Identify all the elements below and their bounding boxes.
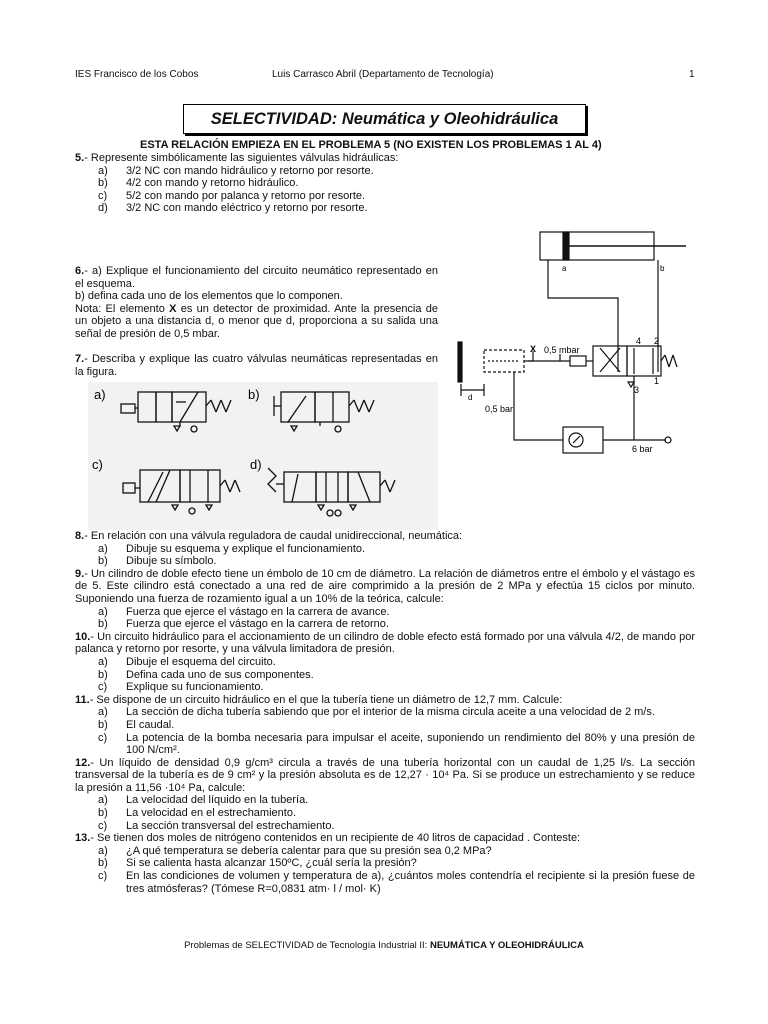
problem-text-b: b) defina cada uno de los elementos que lo componen. bbox=[75, 290, 343, 303]
problem-text: - a) Explique el funcionamiento del circuito neumático representado en el esquema. bbox=[75, 265, 438, 290]
item-text: Dibuje su símbolo. bbox=[126, 555, 217, 568]
item-letter: c) bbox=[98, 819, 108, 832]
item-letter: a) bbox=[98, 794, 108, 807]
item-letter: c) bbox=[98, 681, 108, 694]
valve-symbols-figure bbox=[88, 382, 438, 530]
problem-text: - Un circuito hidráulico para el accionamiento de un cilindro de doble efecto está formado por una válvula 4/2, de mando por palanca y retorno por resorte, y una válvula limitadora de presión. bbox=[75, 630, 695, 656]
item-text: La potencia de la bomba necesaria para impulsar el aceite, suponiendo un rendimiento del 80% y una presión de 100 N/cm². bbox=[126, 731, 695, 757]
notice: ESTA RELACIÓN EMPIEZA EN EL PROBLEMA 5 (NO EXISTEN LOS PROBLEMAS 1 AL 4) bbox=[140, 139, 602, 151]
list-item bbox=[75, 669, 695, 682]
list-item bbox=[75, 656, 695, 669]
pneumatic-circuit-figure bbox=[448, 222, 698, 457]
label-05mbar: 0,5 mbar bbox=[544, 345, 580, 355]
problem-number: 6. bbox=[75, 265, 85, 277]
item-letter: b) bbox=[98, 668, 108, 681]
item-letter: a) bbox=[98, 706, 108, 719]
item-letter: c) bbox=[98, 731, 108, 744]
port-4: 4 bbox=[636, 336, 642, 346]
list-item bbox=[75, 820, 695, 833]
list-item bbox=[75, 618, 695, 631]
item-letter: b) bbox=[98, 857, 108, 870]
list-item bbox=[75, 190, 690, 203]
item-text: 4/2 con mando y retorno hidráulico. bbox=[126, 177, 299, 190]
item-text: 3/2 NC con mando eléctrico y retorno por resorte. bbox=[126, 202, 368, 215]
label-6bar: 6 bar bbox=[632, 444, 653, 454]
item-text: La velocidad del líquido en la tubería. bbox=[126, 794, 309, 807]
item-text: La sección transversal del estrechamiento. bbox=[126, 819, 335, 832]
problem-text: - Un líquido de densidad 0,9 g/cm³ circula a través de una tubería horizontal con un caudal de 1,25 l/s. La sección transversal de la tubería es de 9 cm² y la presión absoluta es de 12,27 · 10⁴ Pa. Si se produce un estrechamiento y se reduce la presión a 11,56 ·10⁴ Pa, calcule: bbox=[75, 756, 695, 794]
item-letter: a) bbox=[98, 655, 108, 668]
problem-text: - Se dispone de un circuito hidráulico en el que la tubería tiene un diámetro de 12,7 mm. Calcule: bbox=[89, 693, 563, 706]
note-text: Nota: El elemento bbox=[75, 302, 170, 315]
valve-label-c: c) bbox=[92, 457, 103, 472]
header-school: IES Francisco de los Cobos bbox=[75, 69, 199, 80]
item-letter: b) bbox=[98, 807, 108, 820]
item-letter: c) bbox=[98, 189, 108, 202]
item-text: Dibuje su esquema y explique el funcionamiento. bbox=[126, 542, 366, 555]
problem-text: - Describa y explique las cuatro válvulas neumáticas representadas en la figura. bbox=[75, 353, 438, 378]
list-item bbox=[75, 555, 695, 568]
list-item bbox=[75, 606, 695, 619]
item-letter: d) bbox=[98, 202, 108, 215]
problem-text: - Represente simbólicamente las siguientes válvulas hidráulicas: bbox=[84, 152, 399, 164]
page-footer bbox=[0, 940, 768, 951]
item-letter: b) bbox=[98, 718, 108, 731]
problem-number: 9. bbox=[75, 567, 85, 580]
problem-11 bbox=[75, 694, 695, 757]
list-item bbox=[75, 165, 690, 178]
valve-label-b: b) bbox=[248, 387, 260, 402]
list-item bbox=[75, 719, 695, 732]
item-text: Dibuje el esquema del circuito. bbox=[126, 655, 276, 668]
item-letter: b) bbox=[98, 618, 108, 631]
problem-text: - Un cilindro de doble efecto tiene un émbolo de 10 cm de diámetro. La relación de diámetros entre el émbolo y el vástago es de 5. Este cilindro está conectado a una red de aire comprimido a la presión de 2 MPa y efectúa 15 ciclos por minuto. Suponiendo una fuerza de rozamiento igual a un 10% de la teórica, calcule: bbox=[75, 567, 695, 605]
item-text: ¿A qué temperatura se debería calentar para que su presión sea 0,2 MPa? bbox=[126, 844, 492, 857]
problem-7 bbox=[75, 353, 438, 378]
list-item bbox=[75, 706, 695, 719]
item-letter: a) bbox=[98, 164, 108, 177]
valve-label-d: d) bbox=[250, 457, 262, 472]
problem-number: 11. bbox=[75, 693, 90, 706]
list-item bbox=[75, 681, 695, 694]
problem-text: - En relación con una válvula reguladora de caudal unidireccional, neumática: bbox=[84, 530, 463, 542]
problem-10 bbox=[75, 631, 695, 694]
label-x: X bbox=[530, 344, 537, 354]
problem-6 bbox=[75, 265, 438, 341]
problem-12 bbox=[75, 757, 695, 833]
port-label-a: a bbox=[562, 264, 567, 273]
item-text: El caudal. bbox=[126, 718, 175, 731]
item-text: Defina cada uno de sus componentes. bbox=[126, 668, 314, 681]
label-d: d bbox=[468, 393, 473, 402]
port-2: 2 bbox=[654, 336, 660, 346]
problem-number: 8. bbox=[75, 530, 85, 542]
problem-13 bbox=[75, 832, 695, 895]
item-text: 3/2 NC con mando hidráulico y retorno por resorte. bbox=[126, 164, 374, 177]
item-letter: c) bbox=[98, 870, 108, 883]
item-text: Fuerza que ejerce el vástago en la carrera de avance. bbox=[126, 605, 390, 618]
list-item bbox=[75, 732, 695, 757]
problem-number: 12. bbox=[75, 756, 91, 769]
page-title bbox=[183, 104, 586, 134]
port-3: 3 bbox=[634, 385, 640, 395]
list-item bbox=[75, 807, 695, 820]
problem-number: 13. bbox=[75, 832, 91, 845]
list-item bbox=[75, 857, 695, 870]
item-letter: a) bbox=[98, 844, 108, 857]
port-1: 1 bbox=[654, 376, 660, 386]
item-letter: a) bbox=[98, 542, 108, 555]
list-item bbox=[75, 543, 695, 556]
header-page-number: 1 bbox=[689, 69, 695, 80]
problem-note bbox=[75, 303, 438, 341]
problem-number: 7. bbox=[75, 353, 85, 365]
problem-text: - Se tienen dos moles de nitrógeno contenidos en un recipiente de 40 litros de capacidad . Conteste: bbox=[90, 832, 581, 845]
item-text: En las condiciones de volumen y temperatura de a), ¿cuántos moles contendría el recipiente si la presión fuese de tres atmósferas? (Tómese R=0,0831 atm· l / mol· K) bbox=[126, 870, 695, 895]
item-text: 5/2 con mando por palanca y retorno por resorte. bbox=[126, 189, 366, 202]
problem-9 bbox=[75, 568, 695, 631]
port-label-b: b bbox=[660, 264, 665, 273]
item-letter: a) bbox=[98, 605, 108, 618]
list-item bbox=[75, 177, 690, 190]
valve-label-a: a) bbox=[94, 387, 106, 402]
item-text: Fuerza que ejerce el vástago en la carrera de retorno. bbox=[126, 618, 389, 631]
object bbox=[458, 342, 462, 382]
problem-5 bbox=[75, 152, 690, 215]
item-text: La sección de dicha tubería sabiendo que por el interior de la misma circula aceite a una velocidad de 2 m/s. bbox=[126, 706, 655, 719]
item-letter: b) bbox=[98, 555, 108, 568]
valve-4-2 bbox=[593, 346, 627, 376]
problem-number: 5. bbox=[75, 152, 85, 164]
problem-number: 10. bbox=[75, 630, 91, 643]
item-text: La velocidad en el estrechamiento. bbox=[126, 807, 296, 820]
list-item bbox=[75, 202, 690, 215]
footer-bold-text: NEUMÁTICA Y OLEOHIDRÁULICA bbox=[429, 940, 584, 951]
list-item bbox=[75, 794, 695, 807]
problems-8-13 bbox=[75, 530, 695, 895]
note-element-x: X bbox=[169, 302, 177, 315]
list-item bbox=[75, 845, 695, 858]
item-letter: b) bbox=[98, 177, 108, 190]
label-05bar: 0,5 bar bbox=[485, 404, 514, 414]
note-text-rest: es un detector de proximidad. Ante la presencia de un objeto a una distancia d, o menor que d, proporciona a su salida una señal de presión de 0,5 mbar. bbox=[75, 302, 438, 340]
list-item bbox=[75, 870, 695, 895]
problem-8 bbox=[75, 530, 695, 568]
item-text: Explique su funcionamiento. bbox=[126, 681, 264, 694]
footer-text: Problemas de SELECTIVIDAD de Tecnología Industrial II: bbox=[184, 940, 430, 951]
page-title-text: SELECTIVIDAD: Neumática y Oleohidráulica bbox=[210, 109, 559, 128]
item-text: Si se calienta hasta alcanzar 150ºC, ¿cuál sería la presión? bbox=[126, 857, 417, 870]
header-author: Luis Carrasco Abril (Departamento de Tecnología) bbox=[272, 69, 494, 80]
